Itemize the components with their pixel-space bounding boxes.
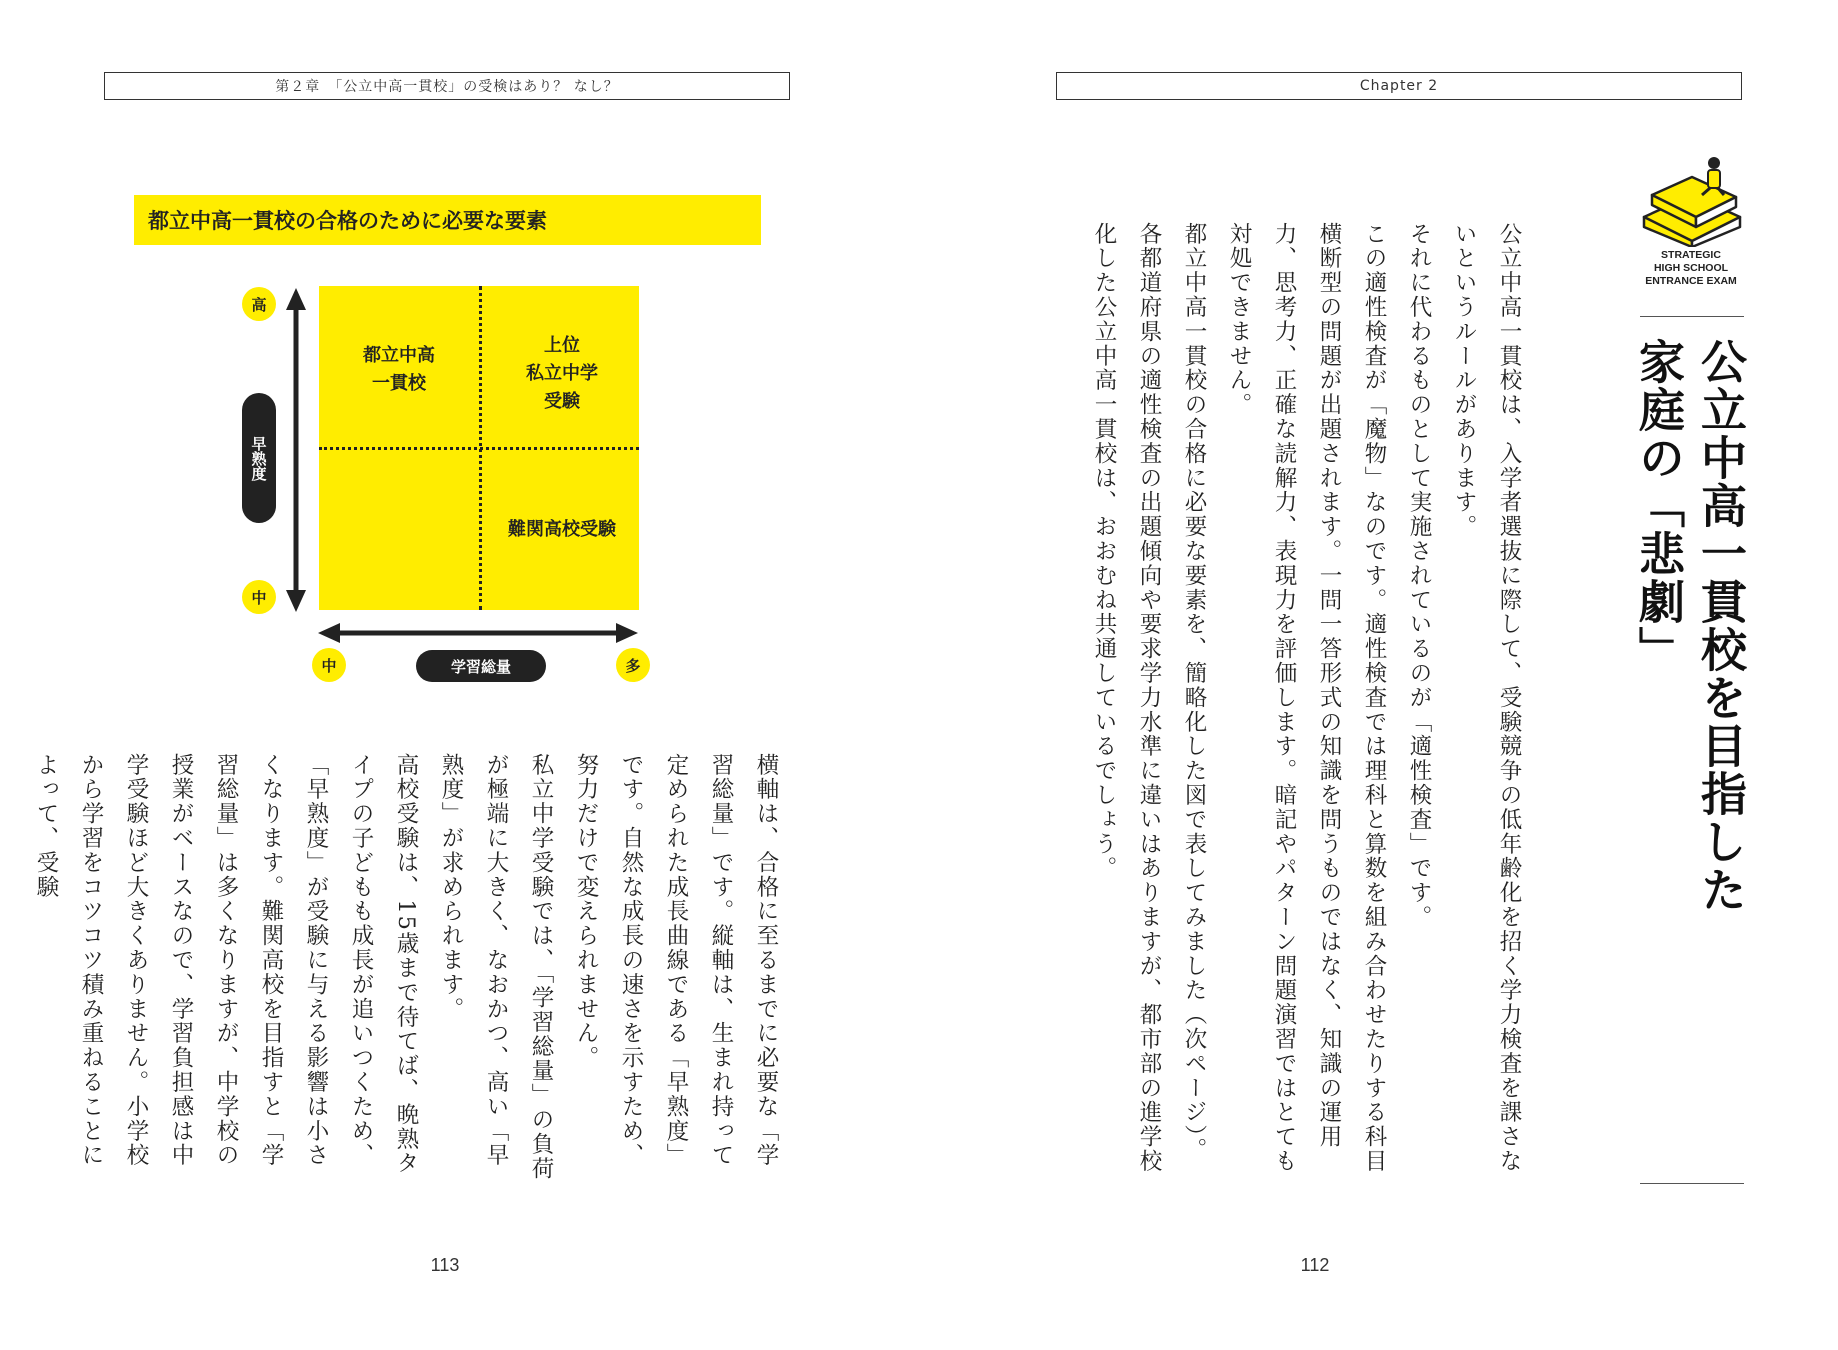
quadrant-top-right [487,332,637,416]
quadrant-text: 難関高校受験 [508,519,616,540]
y-axis-low-marker: 中 [242,580,276,614]
x-axis-label: 学習総量 [416,650,546,682]
body-paragraph: 都立中高一貫校の合格に必要な要素を、簡略化した図で表してみました（次ページ）。各都道府県の適性検査の出題傾向や要求学力水準に違いはありますが、都市部の進学校化した公立中高一貫校は、おおむね共通しているでしょう。 [1091,222,1207,1174]
body-paragraph: この適性検査が「魔物」なのです。適性検査では理科と算数を組み合わせたりする科目横断型の問題が出題されます。一問一答形式の知識を問うものではなく、知識の運用力、思考力、正確な読解力、表現力を評価します。暗記やパターン問題演習ではとても対処できません。 [1226,222,1387,1174]
y-axis-label: 早熟度 [242,393,276,523]
quadrant-text: 受験 [544,391,580,412]
quadrant-text: 私立中学 [526,363,598,384]
body-paragraph: 高校受験は、15歳まで待てば、晩熟タイプの子どもも成長が追いつくため、「早熟度」が受験に与える影響は小さくなります。難関高校を目指すと「学習総量」は多くなりますが、中学校の授業がベースなので、学習負担感は中学受験ほど大きくありません。小学校から学習をコツコツ積み重ねることによって、受験 [33,753,419,1176]
body-paragraph: それに代わるものとして実施されているのが「適性検査」です。 [1406,222,1432,930]
page-number: 113 [430,1255,460,1275]
books-icon [1638,155,1746,247]
logo-caption-line: HIGH SCHOOL [1653,262,1729,274]
chapter-title-line: 公立中高一貫校を目指した [1694,338,1748,914]
quadrant-chart [319,286,639,610]
page-number: 112 [1300,1255,1330,1275]
y-axis-high-marker: 高 [242,287,276,321]
body-paragraph: 横軸は、合格に至るまでに必要な「学習総量」です。縦軸は、生まれ持って定められた成長曲線である「早熟度」です。自然な成長の速さを示すため、努力だけで変えられません。 [573,753,779,1168]
quadrant-text: 都立中高 [363,345,435,366]
logo-caption [1626,249,1756,288]
body-text [1061,222,1531,1182]
running-head: 第２章 「公立中高一貫校」の受検はあり？ なし？ [104,72,790,100]
x-axis-low-marker: 中 [312,648,346,682]
logo-caption-line: STRATEGIC [1661,249,1721,261]
title-rule-bottom [1640,1183,1744,1184]
body-paragraph: 公立中高一貫校は、入学者選抜に際して、受験競争の低年齢化を招く学力検査を課さないというルールがあります。 [1451,222,1522,1174]
chapter-title-line: 家庭の「悲劇」 [1632,338,1686,674]
quadrant-top-left [349,342,449,398]
body-text [33,753,788,1183]
logo-caption-line: ENTRANCE EXAM [1645,275,1737,287]
running-head: Chapter 2 [1056,72,1742,100]
diagram-title: 都立中高一貫校の合格のために必要な要素 [134,195,761,245]
body-paragraph: 私立中学受験では、「学習総量」の負荷が極端に大きく、なおかつ、高い「早熟度」が求められます。 [438,753,554,1181]
quadrant-bottom-right [487,516,637,544]
x-axis-high-marker: 多 [616,648,650,682]
quadrant-text: 一貫校 [372,373,426,394]
horizontal-divider [319,447,639,450]
title-rule-top [1640,316,1744,317]
quadrant-text: 上位 [544,335,580,356]
